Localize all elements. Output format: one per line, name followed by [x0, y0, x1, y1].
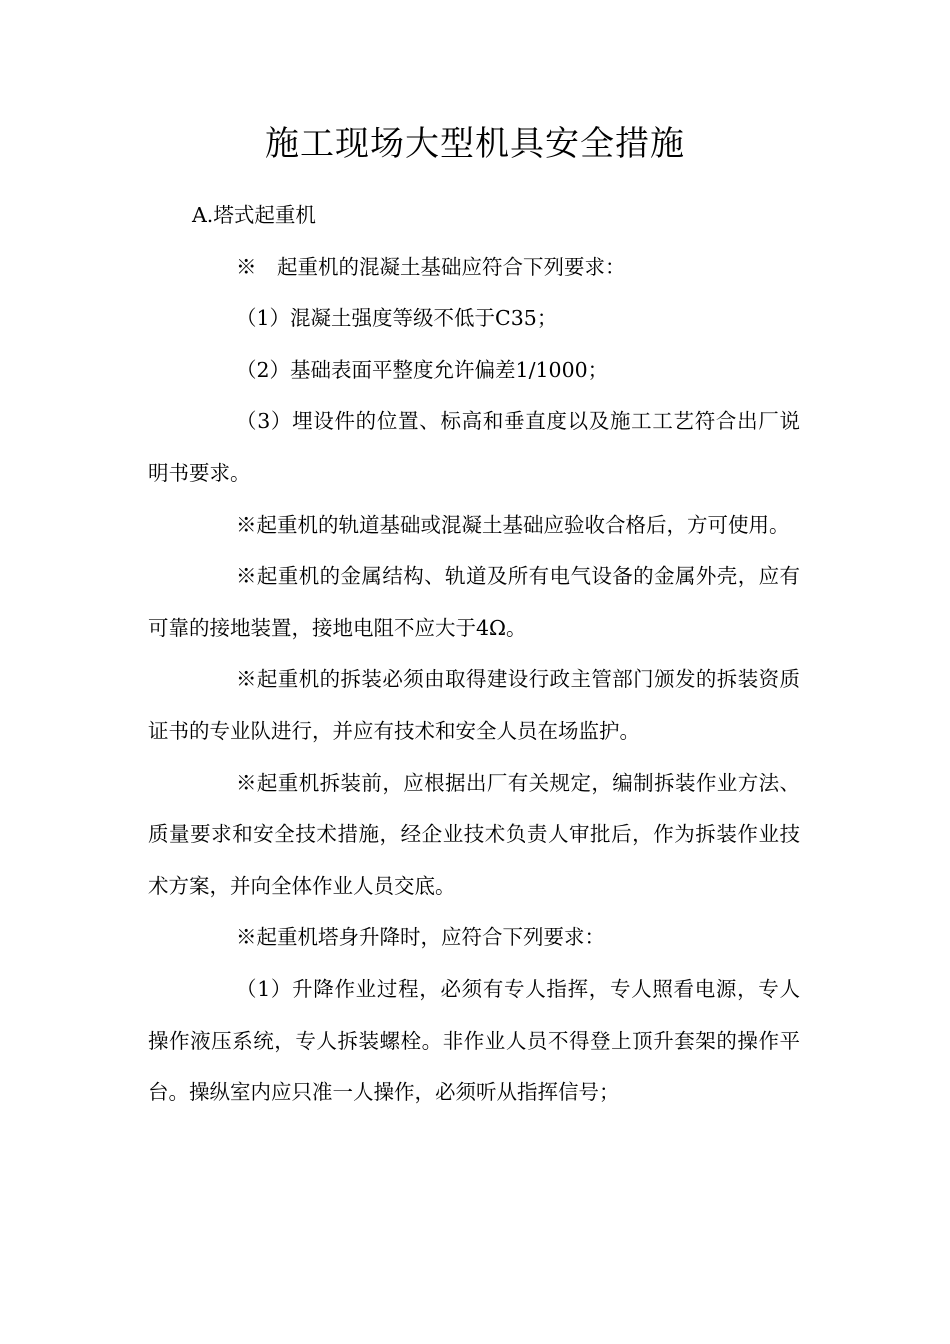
- list-item-flatness-tolerance: （2）基础表面平整度允许偏差1/1000；: [236, 357, 609, 382]
- paragraph-disassembly-qualification: ※起重机的拆装必须由取得建设行政主管部门颁发的拆装资质证书的专业队进行，并应有技术和安全人员在场监护。: [148, 667, 800, 743]
- list-item-lifting-operation: （1）升降作业过程，必须有专人指挥，专人照看电源，专人操作液压系统，专人拆装螺栓。非作业人员不得登上顶升套架的操作平台。操纵室内应只准一人操作，必须听从指挥信号；: [148, 976, 800, 1105]
- list-item-embedded-parts: （3）埋设件的位置、标高和垂直度以及施工工艺符合出厂说明书要求。: [148, 409, 800, 485]
- paragraph-foundation-requirements: ※ 起重机的混凝土基础应符合下列要求：: [236, 254, 626, 279]
- section-heading: A.塔式起重机: [192, 203, 316, 227]
- paragraph-grounding: ※起重机的金属结构、轨道及所有电气设备的金属外壳，应有可靠的接地装置，接地电阻不应大于4Ω。: [148, 564, 800, 640]
- paragraph-foundation-acceptance: ※起重机的轨道基础或混凝土基础应验收合格后，方可使用。: [236, 512, 790, 537]
- document-title: 施工现场大型机具安全措施: [265, 124, 685, 164]
- paragraph-disassembly-plan: ※起重机拆装前，应根据出厂有关规定，编制拆装作业方法、质量要求和安全技术措施，经企业技术负责人审批后，作为拆装作业技术方案，并向全体作业人员交底。: [148, 770, 800, 898]
- list-item-concrete-strength: （1）混凝土强度等级不低于C35；: [236, 306, 558, 331]
- paragraph-tower-lifting: ※起重机塔身升降时，应符合下列要求：: [236, 925, 605, 950]
- document-body: [148, 190, 800, 1119]
